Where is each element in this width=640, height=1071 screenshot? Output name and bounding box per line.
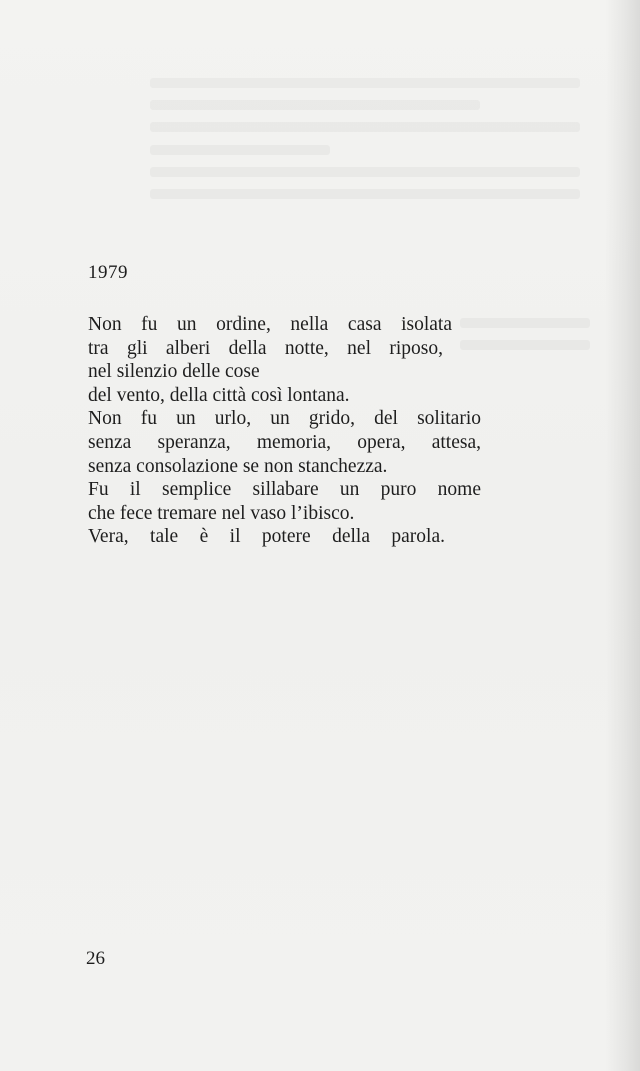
poem-line: Non fu un ordine, nella casa isolata [88,314,452,335]
poem-line: che fece tremare nel vaso l’ibisco. [88,502,355,524]
poem-line: tra gli alberi della notte, nel riposo, [88,337,443,359]
poem-line: nel silenzio delle cose [88,361,260,383]
show-through-line [150,167,580,177]
show-through-line [150,145,330,155]
poem-line: del vento, della città così lontana. [88,384,350,406]
poem-year: 1979 [88,262,128,283]
show-through-line [150,100,480,110]
poem-line: Vera, tale è il potere della parola. [88,526,445,548]
poem-line: Fu il semplice sillabare un puro nome [88,479,481,501]
show-through-line [150,122,580,132]
poem-line: senza consolazione se non stanchezza. [88,455,388,477]
show-through-line [150,78,580,88]
show-through-line [150,189,580,199]
poem-line: senza speranza, memoria, opera, attesa, [88,431,481,453]
poem-line: Non fu un urlo, un grido, del solitario [88,408,481,430]
page-number: 26 [86,948,105,969]
poem-body [88,313,488,549]
